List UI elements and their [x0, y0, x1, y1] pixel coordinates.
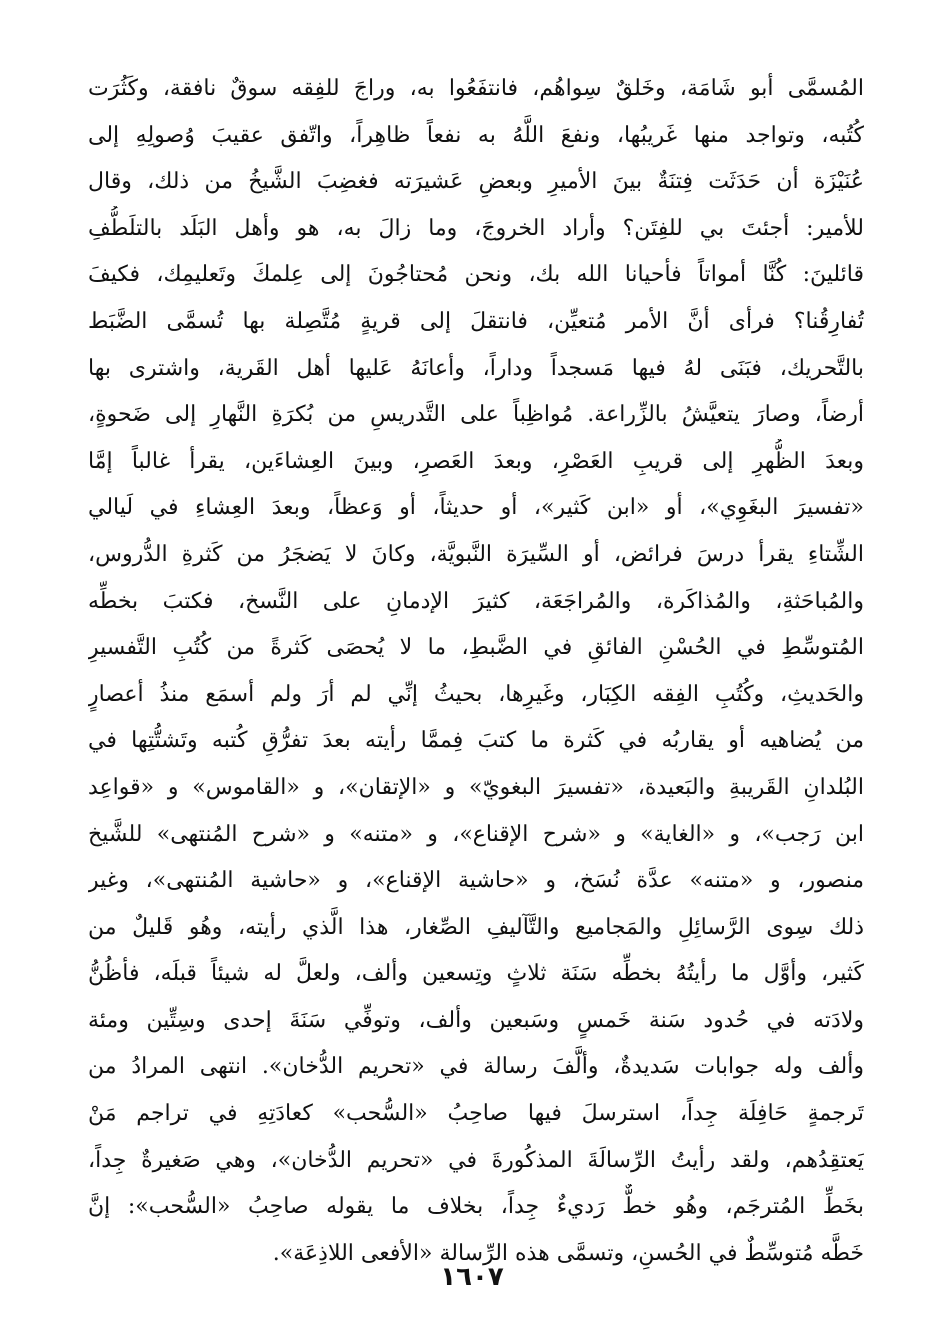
- text-line-15: من يُضاهيه أو يقاربُه في كَثرة ما كتبَ فِممَّا رأيته بعدَ تفرُّقِ كُتبه وتَشتُّتِها في: [88, 728, 864, 754]
- text-line-20: كَثير، وأوَّل ما رأيتُهُ بخطِّه سَنَة ثلاثٍ وتِسعين وألف، ولعلَّ له شيئاً قبلَه، فأظُنُّ: [88, 961, 864, 987]
- text-line-18: منصور، و «متنه» عدَّة نُسَخ، و «حاشية الإقناع»، و «حاشية المُنتهى»، وغير: [88, 868, 864, 894]
- text-line-6: تُفارِقُنا؟ فرأى أنَّ الأمر مُتعيِّن، فانتقلَ إلى قريةٍ مُتَّصِلة بها تُسمَّى الضَّبَط: [88, 308, 864, 334]
- text-line-13: المُتوسِّطِ في الحُسْنِ الفائقِ في الضَّبطِ، ما لا يُحصَى كَثرةً من كُتُبِ التَّفسيرِ: [88, 635, 864, 661]
- text-line-19: ذلك سِوى الرَّسائِلِ والمَجاميع والتَّآليفِ الصِّغار، هذا الَّذي رأيته، وهُو قَليلٌ من: [88, 914, 864, 940]
- text-line-2: كُتُبه، وتواجد منها غَريبُها، ونفعَ اللَّهُ به نفعاً ظاهِراً، واتّفق عقيبَ وُصولِهِ إلى: [88, 122, 864, 148]
- text-line-17: ابن رَجب»، و «الغاية» و «شرح الإقناع»، و «متنه» و «شرح المُنتهى» للشَّيخ: [88, 821, 864, 847]
- text-line-9: وبعدَ الظُّهرِ إلى قريبِ العَصْرِ، وبعدَ العَصرِ، وبينَ العِشاءَين، يقرأ غالباً إمَّا: [88, 448, 864, 474]
- text-line-5: قائلينَ: كُنَّا أمواتاً فأحيانا الله بك، ونحن مُحتاجُونَ إلى عِلمكَ وتَعليمِك، فكيفَ: [88, 262, 864, 288]
- text-line-23: تَرجمةٍ حَافِلَة جِداً، استرسلَ فيها صاحِبُ «السُّحب» كعادَتِهِ في تراجم مَنْ: [88, 1101, 864, 1127]
- text-line-16: البُلدانِ القَريبةِ والبَعيدة، «تفسيرَ البغويّ» و «الإتقان»، و «القاموس» و «قواعِد: [88, 774, 864, 800]
- page-number: ١٦٠٧: [440, 1262, 504, 1292]
- text-line-3: عُنَيْزَة أن حَدَثَت فِتنَةٌ بينَ الأميرِ وبعضِ عَشيرَته فغضِبَ الشَّيخُ من ذلك، وقال: [88, 169, 864, 195]
- text-line-7: بالتَّحريك، فبَنَى لهُ فيها مَسجداً وداراً، وأعانَهُ عَليها أهل القَرية، واشترى بها: [88, 355, 864, 381]
- page-body: [88, 66, 864, 1277]
- text-line-24: يَعتقِدُهم، ولقد رأيتُ الرِّسالَةَ المذكُورةَ في «تحريم الدُّخان»، وهي صَغيرةٌ جِداً،: [88, 1147, 864, 1173]
- text-line-4: للأمير: أجئتَ بي للفِتَن؟ وأراد الخروجَ، وما زالَ به، هو وأهل البَلَد بالتلَطُّفِ: [88, 215, 864, 241]
- text-line-26: خَطَّه مُتوسِّطٌ في الحُسنِ، وتسمَّى هذه الرِّسالة «الأفعى اللاذِعَة».: [272, 1240, 864, 1266]
- text-line-14: والحَديثِ، وكُتُبِ الفِقه الكِبَار، وغَيرِها، بحيثُ إنِّي لم أرَ ولم أسمَع منذُ أعصارٍ: [88, 681, 864, 707]
- text-line-12: والمُباحَثةِ، والمُذاكَرة، والمُراجَعَة، كثيرَ الإدمانِ على النَّسخ، فكتبَ بخطِّه: [88, 588, 864, 614]
- text-line-8: أرضاً، وصارَ يتعيَّشُ بالزِّراعة. مُواظِباً على التَّدريسِ من بُكرَةِ النَّهارِ إلى ضَحوةٍ،: [88, 402, 864, 428]
- text-line-1: المُسمَّى أبو شَامَة، وخَلقٌ سِواهُم، فانتفَعُوا به، وراجَ للفِقه سوقٌ نافقة، وكَثُرَت: [88, 76, 864, 101]
- text-line-22: وألف وله جوابات سَديدةٌ، وألَّفَ رسالة في «تحريم الدُّخان». انتهى المرادُ من: [88, 1054, 864, 1080]
- text-line-25: بخَطِّ المُترجَم، وهُو خطٌّ رَديءٌ جِداً، بخلاف ما يقوله صاحِبُ «السُّحب»: إنَّ: [88, 1194, 864, 1220]
- text-line-21: ولادَته في حُدود سَنة خَمسٍ وسَبعين وألف، وتوفِّي سَنَةَ إحدى وسِتِّين ومئة: [88, 1007, 864, 1033]
- text-line-10: «تفسيرَ البغَوِي»، أو «ابن كَثير»، أو حديثاً، أو وَعظاً، وبعدَ العِشاءِ في لَيالي: [88, 495, 864, 521]
- text-line-11: الشِّتاءِ يقرأ درسَ فرائض، أو السِّيرَة النَّبويَّة، وكانَ لا يَضجَرُ من كَثرةِ الدُّروس،: [88, 541, 864, 567]
